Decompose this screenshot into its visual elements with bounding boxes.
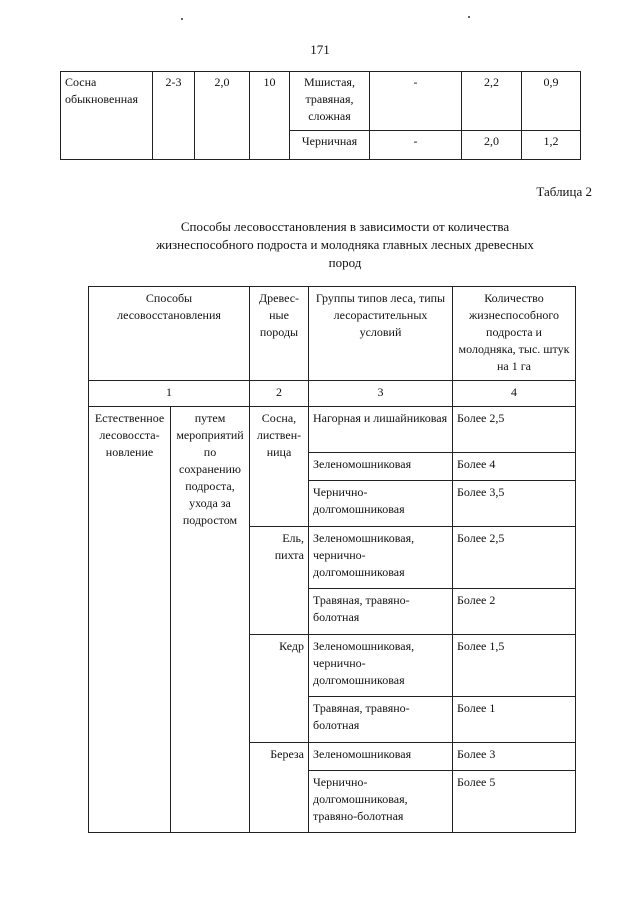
value-cell: 2,0 xyxy=(462,131,522,160)
method-cell: Естественное лесовосста-новление xyxy=(89,407,171,833)
species-cell: Сосна, листвен-ница xyxy=(250,407,309,527)
column-number: 2 xyxy=(250,381,309,407)
forest-type-cell: Нагорная и лишайниковая xyxy=(309,407,453,453)
column-number: 4 xyxy=(453,381,576,407)
forest-type-cell: Зеленомошниковая, чернично-долгомошниковая xyxy=(309,635,453,697)
amount-cell: Более 3 xyxy=(453,743,576,771)
value-cell: 2,0 xyxy=(195,72,250,160)
amount-cell: Более 2,5 xyxy=(453,527,576,589)
dash-cell: - xyxy=(370,131,462,160)
table-title: Способы лесовосстановления в зависимости от количества жизнеспособного подроста и молодняка главных лесных древесных пород xyxy=(156,219,534,270)
amount-cell: Более 2,5 xyxy=(453,407,576,453)
continuation-table xyxy=(60,71,581,160)
amount-cell: Более 4 xyxy=(453,453,576,481)
table-caption: Таблица 2 xyxy=(536,184,592,199)
dash-cell: - xyxy=(370,72,462,131)
amount-cell: Более 3,5 xyxy=(453,481,576,527)
forest-type-cell: Чернично-долгомошниковая xyxy=(309,481,453,527)
species-cell: Сосна обыкновенная xyxy=(61,72,153,160)
header-species: Древес-ные породы xyxy=(250,287,309,381)
value-cell: 2-3 xyxy=(153,72,195,160)
amount-cell: Более 5 xyxy=(453,771,576,833)
scan-specks xyxy=(0,14,640,24)
forest-type-cell: Зеленомошниковая, чернично-долгомошниковая xyxy=(309,527,453,589)
header-amount: Количество жизнеспособного подроста и молодняка, тыс. штук на 1 га xyxy=(453,287,576,381)
forest-type-cell: Травяная, травяно-болотная xyxy=(309,589,453,635)
amount-cell: Более 1,5 xyxy=(453,635,576,697)
species-cell: Береза xyxy=(250,743,309,833)
measure-cell: путем мероприятий по сохранению подроста, ухода за подростом xyxy=(171,407,250,833)
value-cell: 1,2 xyxy=(522,131,581,160)
value-cell: 0,9 xyxy=(522,72,581,131)
forest-type-cell: Мшистая, травяная, сложная xyxy=(290,72,370,131)
species-cell: Ель, пихта xyxy=(250,527,309,635)
amount-cell: Более 1 xyxy=(453,697,576,743)
forest-type-cell: Черничная xyxy=(290,131,370,160)
header-forest-types: Группы типов леса, типы лесорастительных условий xyxy=(309,287,453,381)
reforestation-table xyxy=(88,286,576,833)
forest-type-cell: Зеленомошниковая xyxy=(309,453,453,481)
amount-cell: Более 2 xyxy=(453,589,576,635)
forest-type-cell: Чернично-долгомошниковая, травяно-болотная xyxy=(309,771,453,833)
forest-type-cell: Травяная, травяно-болотная xyxy=(309,697,453,743)
value-cell: 10 xyxy=(250,72,290,160)
header-methods: Способы лесовосстановления xyxy=(89,287,250,381)
value-cell: 2,2 xyxy=(462,72,522,131)
species-cell: Кедр xyxy=(250,635,309,743)
column-number: 3 xyxy=(309,381,453,407)
column-number: 1 xyxy=(89,381,250,407)
page-number: 171 xyxy=(310,42,330,57)
forest-type-cell: Зеленомошниковая xyxy=(309,743,453,771)
